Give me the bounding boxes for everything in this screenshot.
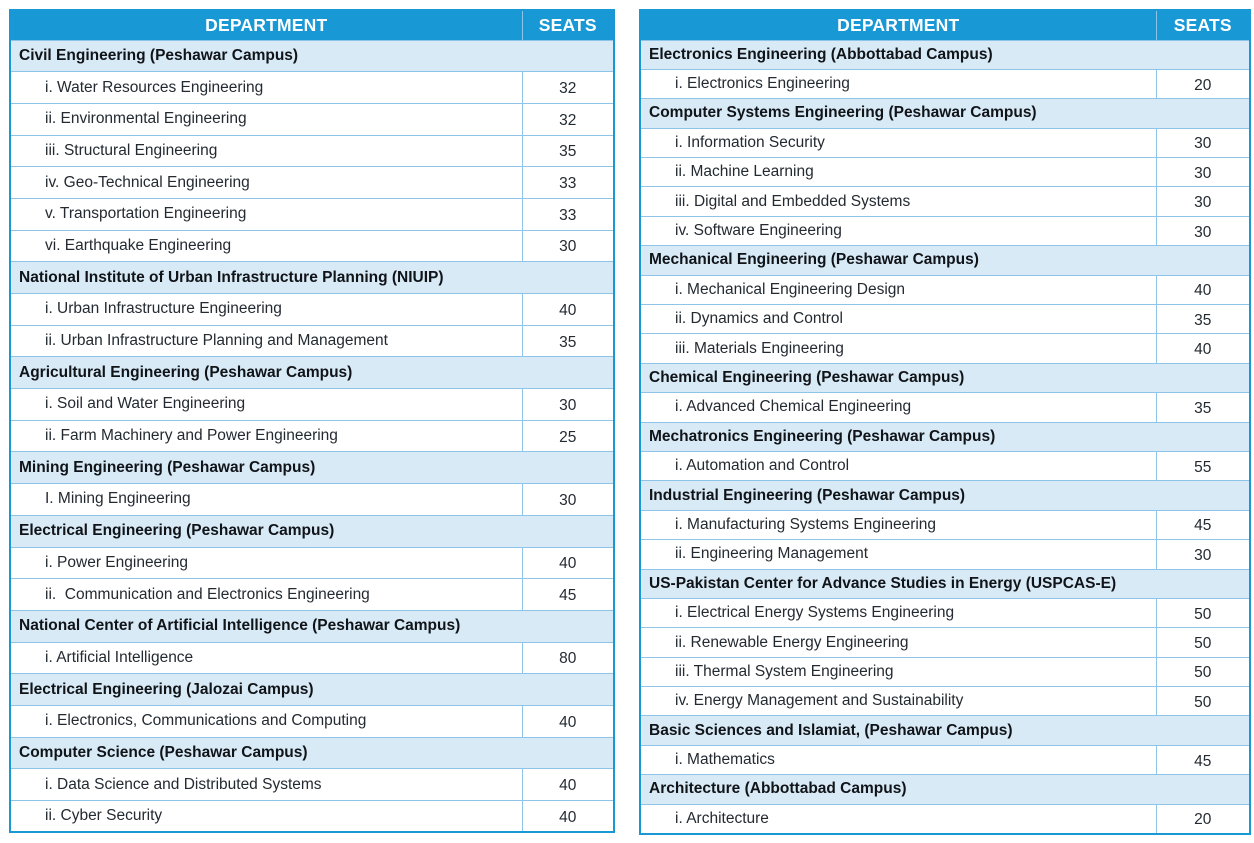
section-row (640, 716, 1250, 745)
program-row (640, 540, 1250, 569)
program-row (640, 275, 1250, 304)
program-row (10, 547, 614, 579)
program-name: vi. Earthquake Engineering (10, 230, 522, 262)
program-row (640, 628, 1250, 657)
section-title: Computer Systems Engineering (Peshawar Campus) (640, 99, 1250, 128)
program-seats: 25 (522, 420, 614, 452)
program-seats: 32 (522, 72, 614, 104)
department-seats-table-right (639, 9, 1251, 835)
program-name: ii. Environmental Engineering (10, 103, 522, 135)
section-title: National Center of Artificial Intelligence (Peshawar Campus) (10, 610, 614, 642)
section-row (640, 481, 1250, 510)
table-header (640, 10, 1250, 40)
program-seats: 32 (522, 103, 614, 135)
program-name: i. Electronics Engineering (640, 69, 1156, 98)
program-seats: 50 (1156, 657, 1250, 686)
section-title: Basic Sciences and Islamiat, (Peshawar Campus) (640, 716, 1250, 745)
program-row (640, 687, 1250, 716)
program-name: iv. Geo-Technical Engineering (10, 167, 522, 199)
program-row (10, 325, 614, 357)
program-name: ii. Engineering Management (640, 540, 1156, 569)
program-seats: 30 (1156, 158, 1250, 187)
program-row (640, 158, 1250, 187)
program-seats: 30 (522, 484, 614, 516)
program-seats: 40 (522, 294, 614, 326)
program-row (640, 598, 1250, 627)
program-row (10, 167, 614, 199)
program-row (640, 187, 1250, 216)
program-seats: 40 (522, 769, 614, 801)
header-row (10, 10, 614, 40)
program-name: i. Power Engineering (10, 547, 522, 579)
program-name: ii. Farm Machinery and Power Engineering (10, 420, 522, 452)
program-row (640, 657, 1250, 686)
program-seats: 45 (1156, 510, 1250, 539)
program-name: i. Architecture (640, 804, 1156, 833)
program-name: i. Data Science and Distributed Systems (10, 769, 522, 801)
program-row (10, 72, 614, 104)
program-name: i. Manufacturing Systems Engineering (640, 510, 1156, 539)
program-seats: 40 (522, 547, 614, 579)
program-name: ii. Renewable Energy Engineering (640, 628, 1156, 657)
section-title: Computer Science (Peshawar Campus) (10, 737, 614, 769)
program-seats: 30 (1156, 216, 1250, 245)
section-title: Agricultural Engineering (Peshawar Campus) (10, 357, 614, 389)
program-name: i. Artificial Intelligence (10, 642, 522, 674)
section-title: Architecture (Abbottabad Campus) (640, 775, 1250, 804)
program-name: iii. Materials Engineering (640, 334, 1156, 363)
program-seats: 30 (1156, 540, 1250, 569)
program-row (10, 103, 614, 135)
section-row (10, 515, 614, 547)
seats-column-header: SEATS (1156, 10, 1250, 40)
section-title: Civil Engineering (Peshawar Campus) (10, 40, 614, 72)
program-name: i. Urban Infrastructure Engineering (10, 294, 522, 326)
section-row (640, 775, 1250, 804)
program-row (10, 484, 614, 516)
section-row (10, 737, 614, 769)
program-name: i. Electrical Energy Systems Engineering (640, 598, 1156, 627)
program-seats: 30 (522, 230, 614, 262)
program-seats: 50 (1156, 598, 1250, 627)
program-seats: 55 (1156, 451, 1250, 480)
section-row (10, 262, 614, 294)
section-row (640, 99, 1250, 128)
program-row (10, 642, 614, 674)
program-name: i. Electronics, Communications and Computing (10, 705, 522, 737)
program-seats: 40 (1156, 275, 1250, 304)
section-row (640, 569, 1250, 598)
section-title: US-Pakistan Center for Advance Studies in Energy (USPCAS-E) (640, 569, 1250, 598)
program-name: ii. Urban Infrastructure Planning and Management (10, 325, 522, 357)
table-header (10, 10, 614, 40)
program-seats: 50 (1156, 687, 1250, 716)
program-seats: 40 (522, 801, 614, 833)
seats-column-header: SEATS (522, 10, 614, 40)
program-name: i. Mathematics (640, 745, 1156, 774)
program-seats: 33 (522, 198, 614, 230)
program-row (640, 334, 1250, 363)
section-title: Mechatronics Engineering (Peshawar Campus) (640, 422, 1250, 451)
section-title: Mining Engineering (Peshawar Campus) (10, 452, 614, 484)
program-name: ii. Dynamics and Control (640, 305, 1156, 334)
section-row (640, 363, 1250, 392)
department-seats-table-left (9, 9, 615, 833)
program-seats: 40 (1156, 334, 1250, 363)
program-seats: 45 (522, 579, 614, 611)
section-row (10, 452, 614, 484)
program-name: I. Mining Engineering (10, 484, 522, 516)
program-row (10, 198, 614, 230)
program-row (10, 705, 614, 737)
section-title: Electrical Engineering (Peshawar Campus) (10, 515, 614, 547)
program-row (640, 305, 1250, 334)
program-seats: 35 (522, 325, 614, 357)
section-row (640, 246, 1250, 275)
section-row (10, 610, 614, 642)
table-body (640, 40, 1250, 834)
program-row (10, 420, 614, 452)
department-column-header: DEPARTMENT (640, 10, 1156, 40)
program-name: i. Water Resources Engineering (10, 72, 522, 104)
program-name: iv. Energy Management and Sustainability (640, 687, 1156, 716)
program-seats: 20 (1156, 804, 1250, 833)
program-row (10, 801, 614, 833)
header-row (640, 10, 1250, 40)
program-row (10, 769, 614, 801)
program-row (640, 128, 1250, 157)
section-title: Chemical Engineering (Peshawar Campus) (640, 363, 1250, 392)
program-row (10, 579, 614, 611)
section-row (10, 40, 614, 72)
program-row (640, 745, 1250, 774)
program-seats: 30 (1156, 187, 1250, 216)
section-row (10, 674, 614, 706)
program-name: v. Transportation Engineering (10, 198, 522, 230)
program-seats: 20 (1156, 69, 1250, 98)
section-title: National Institute of Urban Infrastructure Planning (NIUIP) (10, 262, 614, 294)
program-name: i. Soil and Water Engineering (10, 389, 522, 421)
table-body (10, 40, 614, 832)
program-row (10, 135, 614, 167)
program-row (640, 216, 1250, 245)
program-row (10, 389, 614, 421)
program-seats: 35 (1156, 393, 1250, 422)
program-row (640, 804, 1250, 833)
program-name: iv. Software Engineering (640, 216, 1156, 245)
program-row (640, 69, 1250, 98)
program-seats: 40 (522, 705, 614, 737)
program-name: iii. Thermal System Engineering (640, 657, 1156, 686)
program-seats: 35 (1156, 305, 1250, 334)
section-row (10, 357, 614, 389)
program-name: i. Automation and Control (640, 451, 1156, 480)
program-name: i. Mechanical Engineering Design (640, 275, 1156, 304)
section-row (640, 422, 1250, 451)
program-row (10, 230, 614, 262)
program-name: iii. Structural Engineering (10, 135, 522, 167)
program-row (640, 451, 1250, 480)
program-seats: 35 (522, 135, 614, 167)
program-row (640, 393, 1250, 422)
program-row (640, 510, 1250, 539)
program-seats: 30 (1156, 128, 1250, 157)
section-title: Electrical Engineering (Jalozai Campus) (10, 674, 614, 706)
department-column-header: DEPARTMENT (10, 10, 522, 40)
program-seats: 30 (522, 389, 614, 421)
program-seats: 50 (1156, 628, 1250, 657)
section-title: Electronics Engineering (Abbottabad Campus) (640, 40, 1250, 69)
program-name: ii. Communication and Electronics Engineering (10, 579, 522, 611)
program-row (10, 294, 614, 326)
section-title: Industrial Engineering (Peshawar Campus) (640, 481, 1250, 510)
program-seats: 80 (522, 642, 614, 674)
program-seats: 33 (522, 167, 614, 199)
program-name: i. Information Security (640, 128, 1156, 157)
section-title: Mechanical Engineering (Peshawar Campus) (640, 246, 1250, 275)
program-name: i. Advanced Chemical Engineering (640, 393, 1156, 422)
program-name: ii. Machine Learning (640, 158, 1156, 187)
program-name: iii. Digital and Embedded Systems (640, 187, 1156, 216)
program-name: ii. Cyber Security (10, 801, 522, 833)
section-row (640, 40, 1250, 69)
program-seats: 45 (1156, 745, 1250, 774)
